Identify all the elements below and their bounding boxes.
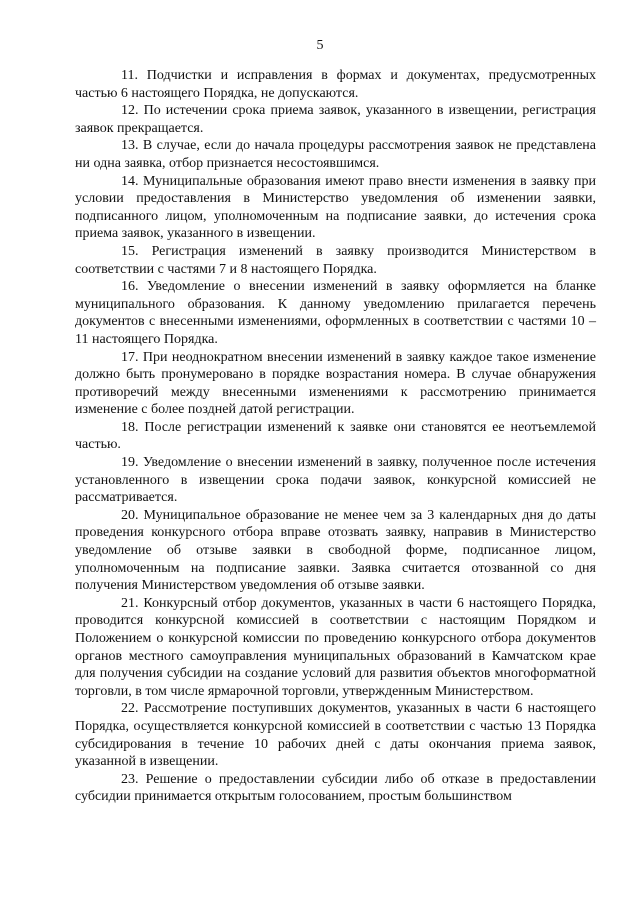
paragraph-14: 14. Муниципальные образования имеют право внести изменения в заявку при условии предоставления в Министерство уведомления об изменении заявки, подписанного лицом, уполномоченным на подписание заявки, до истечения срока приема заявок, указанного в извещении. xyxy=(75,173,596,242)
paragraph-19: 19. Уведомление о внесении изменений в заявку, полученное после истечения установленного в извещении срока подачи заявок, конкурсной комиссией не рассматривается. xyxy=(75,455,596,506)
paragraph-15: 15. Регистрация изменений в заявку производится Министерством в соответствии с частями 7 и 8 настоящего Порядка. xyxy=(75,243,596,277)
paragraph-12: 12. По истечении срока приема заявок, указанного в извещении, регистрация заявок прекращается. xyxy=(75,103,596,136)
paragraph-18: 18. После регистрации изменений к заявке они становятся ее неотъемлемой частью. xyxy=(75,419,596,453)
paragraph-16: 16. Уведомление о внесении изменений в заявку оформляется на бланке муниципального образования. К данному уведомлению прилагается перечень документов с внесенными изменениями, оформленных в соответствии с частями 10 – 11 настоящего Порядка. xyxy=(75,279,596,347)
paragraph-17: 17. При неоднократном внесении изменений в заявку каждое такое изменение должно быть пронумеровано в порядке возрастания номера. В случае обнаружения противоречий между внесенными изменениями к рассмотрению принимается изменение с более поздней датой регистрации. xyxy=(75,349,596,418)
paragraph-13: 13. В случае, если до начала процедуры рассмотрения заявок не представлена ни одна заявка, отбор признается несостоявшимся. xyxy=(75,138,596,171)
paragraph-21: 21. Конкурсный отбор документов, указанных в части 6 настоящего Порядка, проводится конкурсной комиссией в соответствии с настоящим Порядком и Положением о конкурсной комиссии по проведению конкурсного отбора документов органов местного самоуправления муниципальных образований в Камчатском крае для получения субсидии на создание условий для развития объектов многоформатной торговли, в том числе ярмарочной торговли, утвержденным Министерством. xyxy=(75,595,596,699)
paragraph-11: 11. Подчистки и исправления в формах и документах, предусмотренных частью 6 настоящего Порядка, не допускаются. xyxy=(75,68,596,101)
document-body xyxy=(75,67,596,806)
paragraph-23: 23. Решение о предоставлении субсидии либо об отказе в предоставлении субсидии принимается открытым голосованием, простым большинством xyxy=(75,771,596,805)
page-number: 5 xyxy=(316,38,324,53)
paragraph-22: 22. Рассмотрение поступивших документов, указанных в части 6 настоящего Порядка, осуществляется конкурсной комиссией в соответствии с частью 13 Порядка субсидирования в течение 10 рабочих дней с даты окончания приема заявок, указанной в извещении. xyxy=(75,701,596,770)
paragraph-20: 20. Муниципальное образование не менее чем за 3 календарных дня до даты проведения конкурсного отбора вправе отозвать заявку, направив в Министерство уведомление об отзыве заявки в свободной форме, подписанное лицом, уполномоченным на подписание заявки. Заявка считается отозванной со дня получения Министерством уведомления об отзыве заявки. xyxy=(75,507,596,594)
